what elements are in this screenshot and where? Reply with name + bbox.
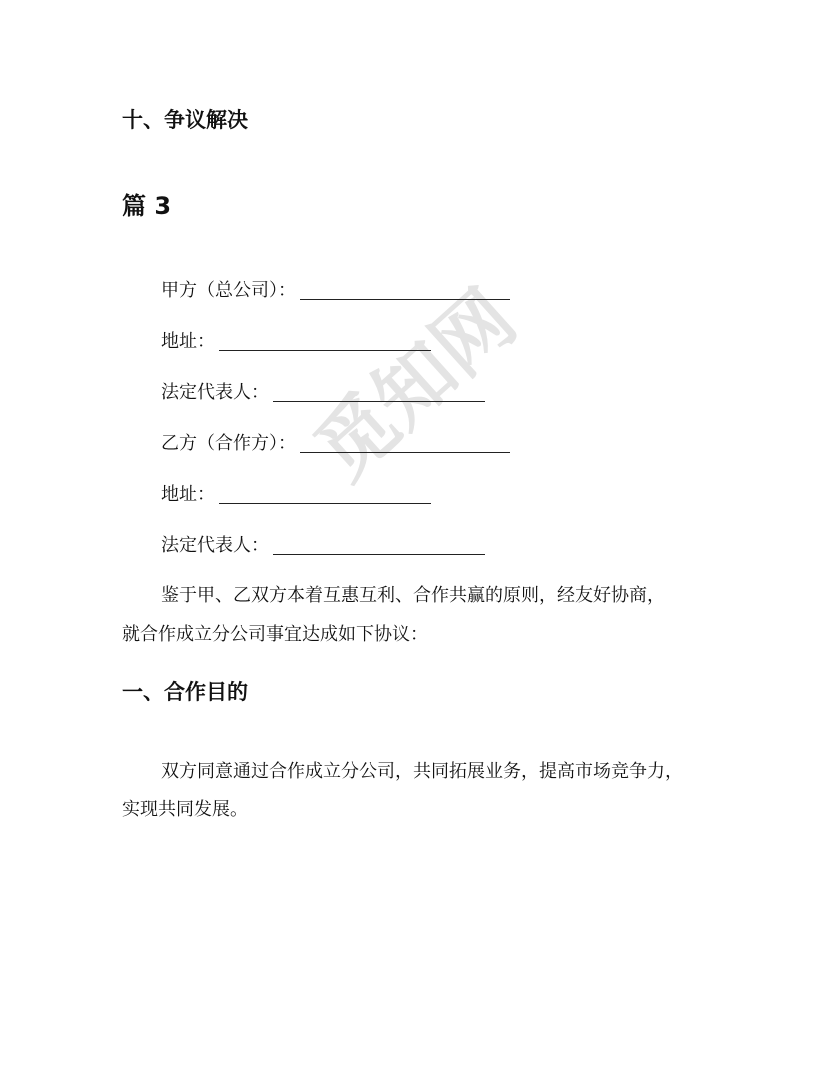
party-a-rep-label: 法定代表人： [161, 382, 269, 403]
party-a-line [161, 276, 510, 302]
watermark-text: 觅知网 [298, 273, 534, 498]
party-b-line [161, 429, 510, 455]
section-heading-dispute: 十、争议解决 [122, 108, 248, 132]
party-a-address-blank [219, 332, 431, 351]
party-b-rep-blank [273, 536, 485, 555]
purpose-line-2: 实现共同发展。 [122, 799, 248, 820]
party-b-address-blank [219, 485, 431, 504]
party-a-blank [300, 281, 510, 300]
party-a-address-label: 地址： [161, 331, 215, 352]
part-heading: 篇 3 [122, 192, 172, 220]
party-b-rep-line [161, 531, 485, 557]
party-a-rep-line [161, 378, 485, 404]
party-b-rep-label: 法定代表人： [161, 535, 269, 556]
purpose-line-1: 双方同意通过合作成立分公司，共同拓展业务，提高市场竞争力， [161, 761, 683, 782]
party-b-address-label: 地址： [161, 484, 215, 505]
party-b-address-line [161, 480, 431, 506]
intro-line-2: 就合作成立分公司事宜达成如下协议： [122, 624, 428, 645]
party-a-rep-blank [273, 383, 485, 402]
intro-line-1: 鉴于甲、乙双方本着互惠互利、合作共赢的原则，经友好协商， [161, 585, 665, 606]
party-b-label: 乙方（合作方）： [161, 433, 296, 454]
party-b-blank [300, 434, 510, 453]
party-a-address-line [161, 327, 431, 353]
party-a-label: 甲方（总公司）： [161, 280, 296, 301]
section-heading-purpose: 一、合作目的 [122, 680, 248, 704]
